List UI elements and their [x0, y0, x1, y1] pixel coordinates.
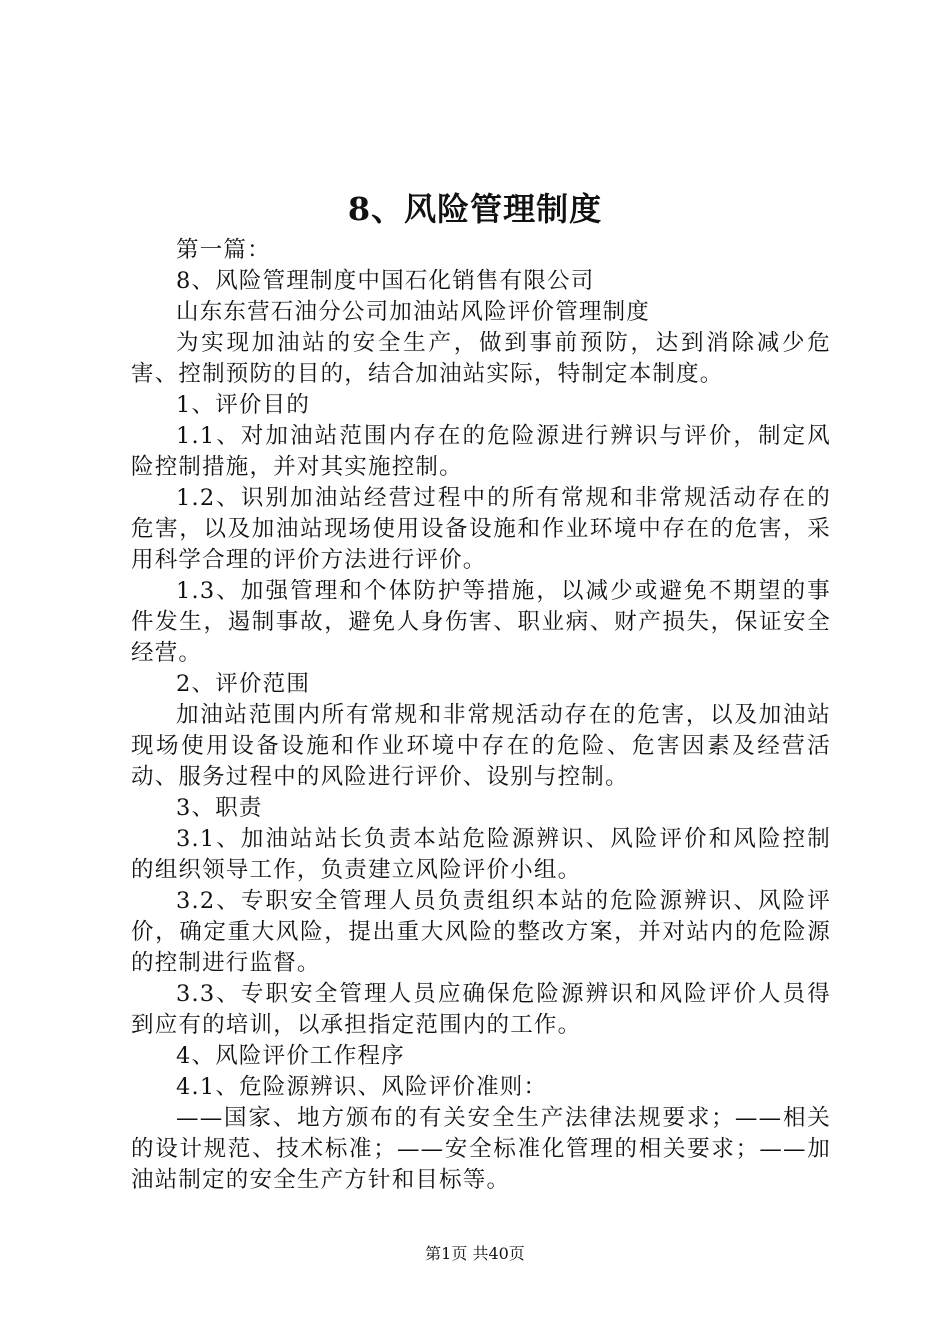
- page-footer: 第1页 共40页: [425, 1244, 525, 1263]
- paragraph: 3.1、加油站站长负责本站危险源辨识、风险评价和风险控制的组织领导工作，负责建立风险评价小组。: [131, 826, 831, 883]
- paragraph: 4.1、危险源辨识、风险评价准则：: [176, 1074, 548, 1100]
- paragraph: 加油站范围内所有常规和非常规活动存在的危害，以及加油站现场使用设备设施和作业环境中存在的危险、危害因素及经营活动、服务过程中的风险进行评价、设别与控制。: [131, 702, 831, 790]
- paragraph: ——国家、地方颁布的有关安全生产法律法规要求；——相关的设计规范、技术标准；——安全标准化管理的相关要求；——加油站制定的安全生产方针和目标等。: [131, 1105, 831, 1193]
- document-body: [131, 235, 831, 1196]
- paragraph: 3.2、专职安全管理人员负责组织本站的危险源辨识、风险评价，确定重大风险，提出重大风险的整改方案，并对站内的危险源的控制进行监督。: [131, 888, 831, 976]
- paragraph: 第一篇：: [176, 237, 271, 263]
- section-heading: 1、评价目的: [176, 392, 311, 418]
- section-heading: 4、风险评价工作程序: [176, 1043, 405, 1069]
- paragraph: 1.1、对加油站范围内存在的危险源进行辨识与评价，制定风险控制措施，并对其实施控制。: [131, 423, 831, 480]
- paragraph: 山东东营石油分公司加油站风险评价管理制度: [176, 299, 651, 325]
- paragraph: 8、风险管理制度中国石化销售有限公司: [176, 268, 595, 294]
- section-heading: 2、评价范围: [176, 671, 311, 697]
- paragraph: 1.3、加强管理和个体防护等措施，以减少或避免不期望的事件发生，遏制事故，避免人身伤害、职业病、财产损失，保证安全经营。: [131, 578, 831, 666]
- paragraph: 1.2、识别加油站经营过程中的所有常规和非常规活动存在的危害，以及加油站现场使用设备设施和作业环境中存在的危害，采用科学合理的评价方法进行评价。: [131, 485, 831, 573]
- section-heading: 3、职责: [176, 795, 263, 821]
- paragraph: 3.3、专职安全管理人员应确保危险源辨识和风险评价人员得到应有的培训，以承担指定范围内的工作。: [131, 981, 831, 1038]
- document-title: 8、风险管理制度: [347, 190, 603, 228]
- paragraph: 为实现加油站的安全生产，做到事前预防，达到消除减少危害、控制预防的目的，结合加油站实际，特制定本制度。: [131, 330, 831, 387]
